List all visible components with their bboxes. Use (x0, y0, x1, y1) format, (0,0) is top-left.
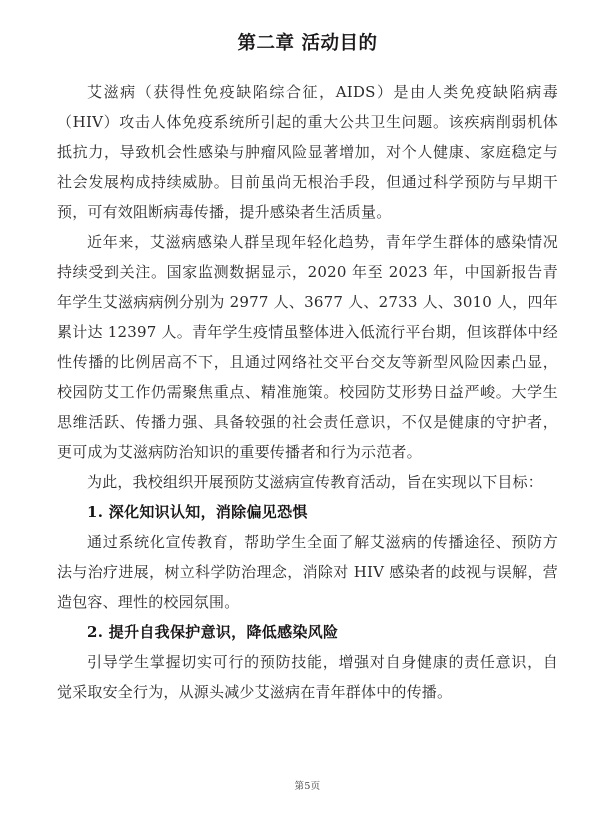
goal-1-heading: 1. 深化知识认知，消除偏见恐惧 (87, 503, 308, 522)
page-number-footer: 第5页 (294, 781, 321, 792)
document-content (57, 0, 558, 707)
paragraph-statistics: 近年来，艾滋病感染人群呈现年轻化趋势，青年学生群体的感染情况持续受到关注。国家监测数据显示，2020 年至 2023 年，中国新报告青年学生艾滋病病例分别为 2977 人、3677 人、2733 人、3010 人，四年累计达 12397 人。青年学生疫情虽整体进入低流行平台期，但该群体中经性传播的比例居高不下，且通过网络社交平台交友等新型风险因素凸显，校园防艾工作仍需聚焦重点、精准施策。校园防艾形势日益严峻。大学生思维活跃、传播力强、具备较强的社会责任意识，不仅是健康的守护者，更可成为艾滋病防治知识的重要传播者和行为示范者。 (57, 233, 558, 462)
paragraph-purpose-intro: 为此，我校组织开展预防艾滋病宣传教育活动，旨在实现以下目标： (87, 473, 544, 492)
goal-2-body: 引导学生掌握切实可行的预防技能，增强对自身健康的责任意识，自觉采取安全行为，从源头减少艾滋病在青年群体中的传播。 (57, 653, 558, 702)
goal-2-heading: 2. 提升自我保护意识，降低感染风险 (87, 623, 339, 642)
goal-1-body: 通过系统化宣传教育，帮助学生全面了解艾滋病的传播途径、预防方法与治疗进展，树立科学防治理念，消除对 HIV 感染者的歧视与误解，营造包容、理性的校园氛围。 (57, 533, 558, 612)
page-title: 第二章 活动目的 (237, 33, 378, 54)
paragraph-overview: 艾滋病（获得性免疫缺陷综合征，AIDS）是由人类免疫缺陷病毒（HIV）攻击人体免疫系统所引起的重大公共卫生问题。该疾病削弱机体抵抗力，导致机会性感染与肿瘤风险显著增加，对个人健康、家庭稳定与社会发展构成持续威胁。目前虽尚无根治手段，但通过科学预防与早期干预，可有效阻断病毒传播，提升感染者生活质量。 (57, 83, 558, 222)
